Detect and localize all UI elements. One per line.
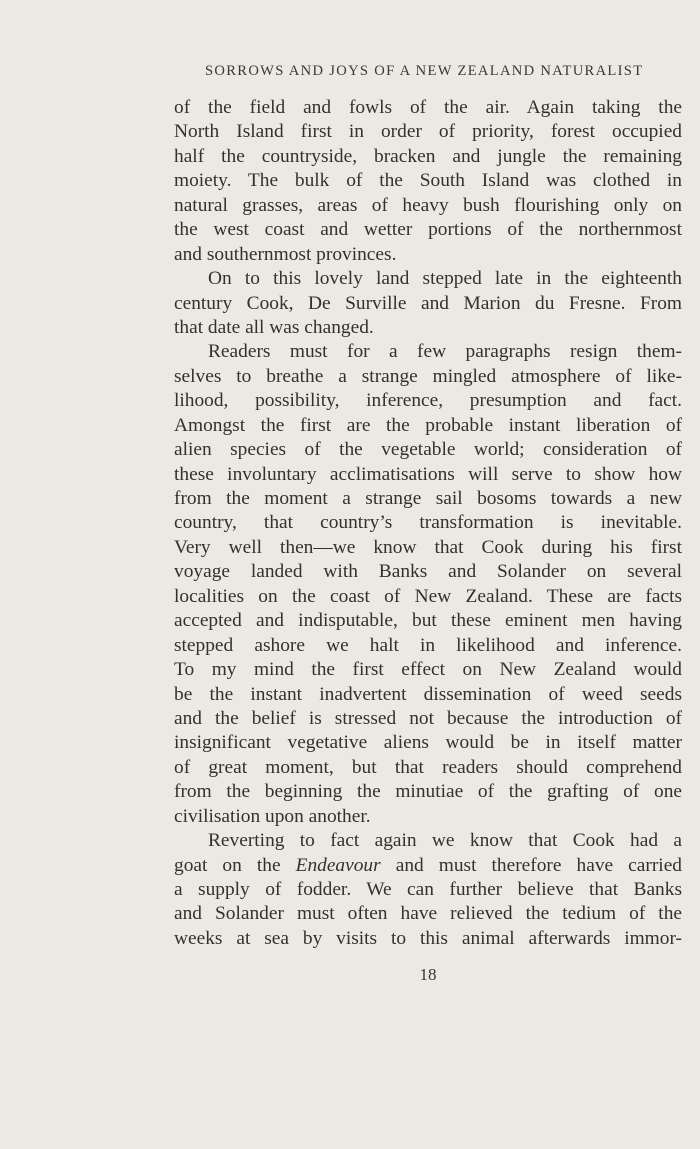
ship-name: Endeavour [295,854,381,876]
text-line: the west coast and wetter portions of the northernmost [174,219,682,241]
text-line: these involuntary acclimatisations will serve to show how [174,463,682,485]
text-line: half the countryside, bracken and jungle the remaining [174,145,682,167]
body-text [174,96,682,951]
text-line: Readers must for a few paragraphs resign them- [208,341,682,363]
text-line: moiety. The bulk of the South Island was clothed in [174,170,682,192]
text-segment: goat on the [174,854,296,876]
text-line: Reverting to fact again we know that Cook had a [208,830,682,852]
text-line: lihood, possibility, inference, presumption and fact. [174,390,682,412]
text-line: of the field and fowls of the air. Again taking the [174,97,682,118]
text-line: To my mind the first effect on New Zealand would [174,659,682,681]
text-line: a supply of fodder. We can further believe that Banks [174,879,682,900]
text-line: Very well then—we know that Cook during his first [174,536,682,558]
text-line: North Island first in order of priority, forest occupied [174,121,682,143]
text-line: On to this lovely land stepped late in the eighteenth [208,268,682,290]
text-line [174,854,682,878]
text-line: accepted and indisputable, but these eminent men having [174,610,682,632]
text-line: selves to breathe a strange mingled atmosphere of like- [174,365,682,387]
text-line: voyage landed with Banks and Solander on several [174,561,682,583]
text-line: and the belief is stressed not because the introduction of [174,707,682,729]
running-head: SORROWS AND JOYS OF A NEW ZEALAND NATURALIST [205,63,644,79]
text-line: country, that country’s transformation is inevitable. [174,512,682,534]
text-line: weeks at sea by visits to this animal afterwards immor- [174,927,682,949]
text-line: from the beginning the minutiae of the grafting of one [174,781,682,803]
text-line: localities on the coast of New Zealand. These are facts [174,585,682,607]
page-number: 18 [419,965,437,984]
text-line: century Cook, De Surville and Marion du Fresne. From [174,292,682,314]
text-line: stepped ashore we halt in likelihood and inference. [174,634,682,656]
text-line: Amongst the first are the probable instant liberation of [174,414,682,436]
text-line: be the instant inadvertent dissemination of weed seeds [174,683,682,705]
text-line: civilisation upon another. [174,805,371,827]
text-line: alien species of the vegetable world; consideration of [174,439,682,461]
text-line: natural grasses, areas of heavy bush flourishing only on [174,194,682,216]
text-line: insignificant vegetative aliens would be in itself matter [174,732,682,754]
text-segment: and must therefore have carried [380,854,682,876]
text-line: of great moment, but that readers should comprehend [174,756,682,778]
text-line: that date all was changed. [174,316,374,338]
text-line: and southernmost provinces. [174,243,397,265]
text-line: and Solander must often have relieved the tedium of the [174,903,682,925]
text-line: from the moment a strange sail bosoms towards a new [174,488,682,509]
